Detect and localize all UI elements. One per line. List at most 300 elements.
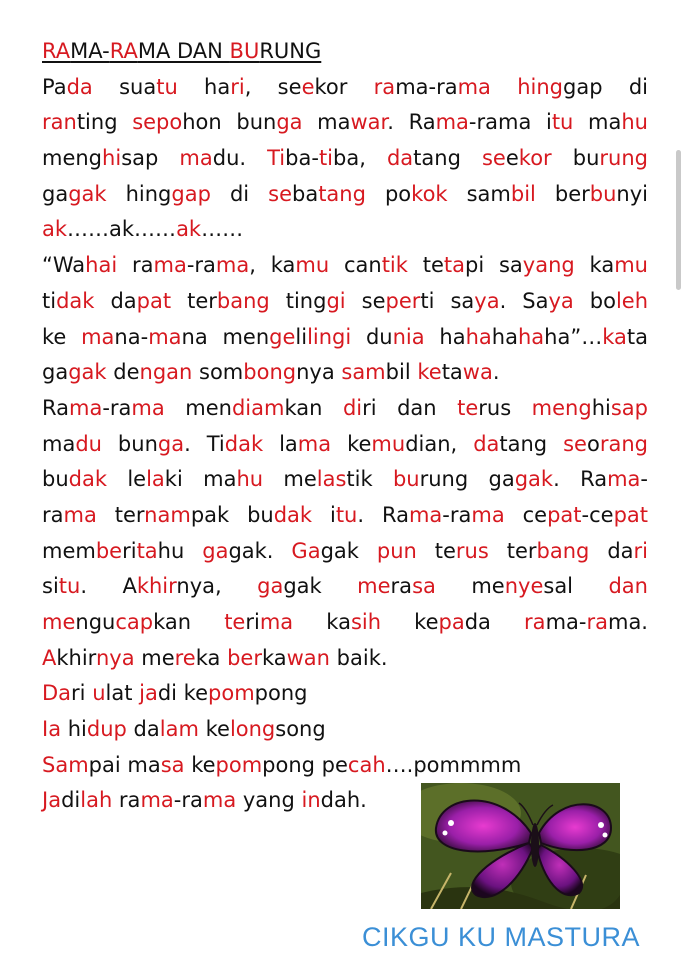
highlighted-syllable: e <box>301 74 315 99</box>
text-segment: ma <box>573 110 622 135</box>
highlighted-syllable: kor <box>518 146 552 171</box>
highlighted-syllable: hi <box>102 146 122 171</box>
text-segment: ra <box>112 788 141 813</box>
text-segment: pi sa <box>465 253 523 278</box>
text-segment: gak <box>283 574 358 599</box>
text-segment: ….pommmm <box>385 752 522 777</box>
highlighted-syllable: rus <box>455 538 489 563</box>
highlighted-syllable: nya <box>95 645 135 670</box>
highlighted-syllable: pat <box>613 502 648 527</box>
text-segment: na men <box>181 324 270 349</box>
text-segment: , se <box>244 74 302 99</box>
highlighted-syllable: ma <box>148 324 182 349</box>
highlighted-syllable: ja <box>139 681 158 706</box>
text-segment: ri <box>245 610 260 634</box>
text-segment: ngu <box>75 610 116 634</box>
highlighted-syllable: ha <box>465 324 492 349</box>
highlighted-syllable: khir <box>136 574 177 599</box>
text-line <box>42 676 648 712</box>
highlighted-syllable: ma <box>81 324 115 349</box>
text-segment: ra <box>42 502 64 527</box>
highlighted-syllable: ak <box>176 217 202 242</box>
highlighted-syllable: hu <box>236 467 264 492</box>
text-segment: ting <box>269 288 327 313</box>
text-line <box>42 462 648 498</box>
highlighted-syllable: sa <box>160 752 185 777</box>
text-segment: ga <box>42 181 69 206</box>
text-segment: MA- <box>70 39 110 63</box>
scrollbar[interactable] <box>676 150 681 290</box>
text-line <box>42 534 648 570</box>
highlighted-syllable: ke <box>417 360 442 385</box>
text-segment: ra <box>117 253 154 278</box>
text-segment: bun <box>101 431 158 456</box>
text-segment: ka <box>195 645 228 670</box>
highlighted-syllable: dak <box>68 467 108 492</box>
highlighted-syllable: hai <box>85 253 118 278</box>
highlighted-syllable: ga <box>276 110 303 135</box>
highlighted-syllable: ma <box>140 788 174 813</box>
highlighted-syllable: te <box>457 395 479 420</box>
text-segment: ba, <box>333 146 387 171</box>
highlighted-syllable: long <box>229 717 276 742</box>
highlighted-syllable: ma <box>408 502 443 527</box>
text-segment: le <box>107 467 147 492</box>
text-segment: ri <box>122 538 137 563</box>
text-segment: ter <box>488 538 537 563</box>
text-segment: ri dan <box>362 395 458 420</box>
text-segment: ma <box>302 110 351 135</box>
text-segment: . Sa <box>499 288 549 313</box>
story-title <box>42 34 648 70</box>
text-segment: ma-ra <box>395 74 458 99</box>
text-segment: -ra <box>442 502 472 527</box>
text-segment: li <box>295 324 308 349</box>
text-segment: ba <box>292 181 319 206</box>
text-segment: . A <box>80 574 137 599</box>
highlighted-syllable: da <box>473 431 500 456</box>
text-line <box>42 355 648 391</box>
text-line <box>42 212 648 248</box>
text-segment: ga <box>42 360 69 385</box>
text-segment: . Ra <box>553 467 608 492</box>
highlighted-syllable: ti <box>318 146 334 171</box>
highlighted-syllable: ma <box>179 146 213 171</box>
highlighted-syllable: ma <box>471 502 505 527</box>
highlighted-syllable: hing <box>517 74 564 99</box>
highlighted-syllable: sih <box>350 610 382 634</box>
text-segment: . Ra <box>387 110 436 135</box>
text-segment: bil <box>385 360 418 385</box>
highlighted-syllable: tu <box>58 574 81 599</box>
highlighted-syllable: gak <box>514 467 554 492</box>
text-segment: da <box>94 288 137 313</box>
text-segment: da <box>464 610 525 634</box>
highlighted-syllable: dan <box>608 574 648 599</box>
highlighted-syllable: ma <box>607 467 641 492</box>
highlighted-syllable: Ti <box>267 146 286 171</box>
highlighted-syllable: tang <box>318 181 366 206</box>
highlighted-syllable: la <box>146 467 165 492</box>
highlighted-syllable: pun <box>376 538 417 563</box>
text-segment: pong pe <box>262 752 348 777</box>
highlighted-syllable: dup <box>86 717 127 742</box>
text-line <box>42 569 648 605</box>
highlighted-syllable: ngan <box>139 360 193 385</box>
highlighted-syllable: sam <box>341 360 386 385</box>
highlighted-syllable: ma <box>131 395 165 420</box>
highlighted-syllable: di <box>342 395 363 420</box>
highlighted-syllable: hu <box>621 110 648 135</box>
text-segment: nya, <box>176 574 258 599</box>
highlighted-syllable: ma <box>259 610 294 634</box>
text-line <box>42 712 648 748</box>
text-segment: di <box>210 181 269 206</box>
text-segment: pak bu <box>190 502 274 527</box>
text-line <box>42 605 648 641</box>
text-segment: nyi <box>616 181 648 206</box>
highlighted-syllable: ka <box>602 324 627 349</box>
text-line <box>42 141 648 177</box>
text-segment: na- <box>114 324 149 349</box>
text-segment: -rama <box>468 110 546 135</box>
text-segment: pai ma <box>88 752 161 777</box>
highlighted-syllable: nam <box>144 502 191 527</box>
highlighted-syllable: A <box>42 645 57 670</box>
text-segment: sua <box>92 74 157 99</box>
text-segment: ri <box>71 681 93 706</box>
text-segment: du. <box>212 146 268 171</box>
text-segment: ha <box>177 74 231 99</box>
highlighted-syllable: Sam <box>42 752 89 777</box>
text-segment: ma. <box>607 610 648 634</box>
text-segment: o <box>586 431 600 456</box>
highlighted-syllable: cah <box>347 752 386 777</box>
text-segment: rus <box>478 395 532 420</box>
text-segment: MA DAN <box>137 39 230 63</box>
highlighted-syllable: sap <box>610 395 648 420</box>
highlighted-syllable: da <box>66 74 93 99</box>
highlighted-syllable: RA <box>42 39 71 63</box>
text-segment: dah <box>320 788 361 813</box>
highlighted-syllable: per <box>385 288 421 313</box>
highlighted-syllable: sepo <box>132 110 183 135</box>
text-segment: e <box>505 146 519 171</box>
text-segment: ter <box>171 288 217 313</box>
text-segment: kan <box>284 395 343 420</box>
highlighted-syllable: ra <box>524 610 546 634</box>
highlighted-syllable: war <box>350 110 388 135</box>
highlighted-syllable: ra <box>586 610 608 634</box>
text-segment: po <box>365 181 412 206</box>
highlighted-syllable: lah <box>80 788 113 813</box>
text-line <box>42 70 648 106</box>
highlighted-syllable: bu <box>392 467 420 492</box>
highlighted-syllable: da <box>386 146 414 171</box>
highlighted-syllable: ya <box>548 288 574 313</box>
text-segment: ter <box>96 502 145 527</box>
highlighted-syllable: pat <box>136 288 172 313</box>
text-segment: . Ti <box>184 431 225 456</box>
highlighted-syllable: dak <box>273 502 313 527</box>
text-segment: , ka <box>249 253 296 278</box>
highlighted-syllable: be <box>95 538 123 563</box>
highlighted-syllable: kok <box>411 181 448 206</box>
highlighted-syllable: nia <box>392 324 425 349</box>
highlighted-syllable: ra <box>373 74 396 99</box>
highlighted-syllable: tu <box>335 502 358 527</box>
highlighted-syllable: du <box>75 431 102 456</box>
text-segment: gak <box>320 538 377 563</box>
text-segment: ha <box>544 324 571 349</box>
text-segment: hu <box>157 538 203 563</box>
text-segment: se <box>345 288 386 313</box>
highlighted-syllable: ri <box>633 538 648 563</box>
text-segment: men <box>164 395 232 420</box>
highlighted-syllable: me <box>42 610 76 634</box>
text-segment: yang <box>236 788 302 813</box>
text-segment: si <box>42 574 59 599</box>
text-segment: ba- <box>285 146 319 171</box>
text-segment: ke <box>42 324 82 349</box>
highlighted-syllable: yang <box>522 253 575 278</box>
text-segment: sam <box>447 181 511 206</box>
text-segment: da <box>589 538 634 563</box>
text-segment: - <box>640 467 648 492</box>
butterfly-icon <box>421 783 620 909</box>
text-segment: ce <box>504 502 548 527</box>
text-segment: -ce <box>581 502 614 527</box>
text-segment: can <box>329 253 382 278</box>
text-segment: ta <box>626 324 648 349</box>
highlighted-syllable: se <box>268 181 292 206</box>
highlighted-syllable: te <box>224 610 246 634</box>
text-segment: ke <box>184 752 216 777</box>
text-segment: -ra <box>186 253 216 278</box>
highlighted-syllable: las <box>316 467 347 492</box>
text-line <box>42 427 648 463</box>
text-segment: lat <box>105 681 140 706</box>
text-segment: baik. <box>329 645 388 670</box>
highlighted-syllable: pa <box>438 610 465 634</box>
highlighted-syllable: nye <box>504 574 544 599</box>
text-segment: du <box>351 324 393 349</box>
text-segment: ke <box>381 610 439 634</box>
text-segment: . Ra <box>357 502 409 527</box>
highlighted-syllable: ge <box>269 324 296 349</box>
highlighted-syllable: gap <box>171 181 211 206</box>
text-segment: hing <box>106 181 172 206</box>
text-segment: ……ak…… <box>67 217 177 242</box>
highlighted-syllable: rung <box>599 146 648 171</box>
text-line <box>42 284 648 320</box>
text-segment: rung ga <box>419 467 515 492</box>
highlighted-syllable: tu <box>551 110 574 135</box>
text-line <box>42 105 648 141</box>
highlighted-syllable: pat <box>547 502 582 527</box>
highlighted-syllable: pom <box>215 752 263 777</box>
text-segment: ber <box>535 181 590 206</box>
text-segment: hi <box>591 395 611 420</box>
highlighted-syllable: ma <box>202 788 237 813</box>
text-segment: ke <box>331 431 372 456</box>
text-segment: tang <box>413 146 482 171</box>
text-segment: “Wa <box>42 253 86 278</box>
text-segment: te <box>407 253 444 278</box>
text-segment: bo <box>573 288 616 313</box>
text-line <box>42 498 648 534</box>
text-segment: ting <box>76 110 133 135</box>
text-segment: …… <box>201 217 244 242</box>
text-line <box>42 391 648 427</box>
story-text <box>42 34 648 819</box>
highlighted-syllable: ma <box>435 110 469 135</box>
highlighted-syllable: lam <box>159 717 199 742</box>
text-segment: bu <box>42 467 69 492</box>
highlighted-syllable: Da <box>42 681 72 706</box>
text-segment: di <box>61 788 81 813</box>
text-segment: -ra <box>173 788 203 813</box>
highlighted-syllable: ta <box>443 253 466 278</box>
text-segment: me <box>134 645 175 670</box>
highlighted-syllable: se <box>563 431 587 456</box>
highlighted-syllable: mu <box>295 253 330 278</box>
text-segment: ”… <box>570 324 603 349</box>
text-line <box>42 248 648 284</box>
author-credit: CIKGU KU MASTURA <box>362 922 641 952</box>
text-segment: song <box>275 717 326 742</box>
highlighted-syllable: bang <box>216 288 270 313</box>
highlighted-syllable: pom <box>208 681 255 706</box>
text-segment: di ke <box>157 681 209 706</box>
text-segment: dian, <box>405 431 474 456</box>
highlighted-syllable: ga <box>202 538 229 563</box>
highlighted-syllable: ya <box>474 288 500 313</box>
text-segment: mem <box>42 538 96 563</box>
text-segment: gak. <box>228 538 292 563</box>
highlighted-syllable: wa <box>462 360 493 385</box>
highlighted-syllable: wan <box>286 645 330 670</box>
highlighted-syllable: gak <box>68 181 107 206</box>
highlighted-syllable: bong <box>243 360 297 385</box>
text-segment: ka <box>293 610 351 634</box>
text-segment: ma- <box>545 610 587 634</box>
highlighted-syllable: se <box>481 146 506 171</box>
highlighted-syllable: re <box>174 645 196 670</box>
text-segment: ra <box>390 574 413 599</box>
text-segment: -ra <box>102 395 132 420</box>
highlighted-syllable: ri <box>230 74 245 99</box>
butterfly-photo <box>421 783 620 909</box>
text-segment: ka <box>261 645 287 670</box>
text-segment: ha <box>424 324 466 349</box>
text-segment: nya <box>296 360 342 385</box>
text-segment: i <box>312 502 336 527</box>
text-segment <box>491 75 517 99</box>
highlighted-syllable: meng <box>531 395 592 420</box>
text-segment: me <box>263 467 317 492</box>
highlighted-syllable: dak <box>224 431 264 456</box>
text-segment: tang <box>499 431 564 456</box>
highlighted-syllable: BU <box>229 39 260 63</box>
highlighted-syllable: in <box>301 788 321 813</box>
highlighted-syllable: RA <box>109 39 138 63</box>
text-segment: . <box>492 360 500 385</box>
text-segment: sal <box>543 574 609 599</box>
highlighted-syllable: rang <box>599 431 648 456</box>
text-segment: la <box>263 431 298 456</box>
highlighted-syllable: ma <box>63 502 97 527</box>
text-segment: som <box>192 360 244 385</box>
highlighted-syllable: me <box>357 574 391 599</box>
highlighted-syllable: tik <box>381 253 408 278</box>
highlighted-syllable: u <box>92 681 106 706</box>
highlighted-syllable: bang <box>536 538 590 563</box>
text-segment: tik <box>346 467 393 492</box>
text-segment: bu <box>551 146 600 171</box>
text-segment: sap <box>121 146 180 171</box>
text-segment: de <box>106 360 140 385</box>
highlighted-syllable: ha <box>517 324 545 349</box>
highlighted-syllable: Ia <box>42 717 62 742</box>
highlighted-syllable: gi <box>326 288 346 313</box>
highlighted-syllable: ran <box>42 110 77 135</box>
text-segment: hi <box>61 717 87 742</box>
text-segment: ti <box>42 288 57 313</box>
highlighted-syllable: bu <box>589 181 617 206</box>
highlighted-syllable: diam <box>231 395 285 420</box>
highlighted-syllable: tu <box>156 74 178 99</box>
text-segment: hon <box>182 110 222 135</box>
text-segment: pong <box>254 681 308 706</box>
text-segment: gap di <box>563 74 649 99</box>
text-line <box>42 177 648 213</box>
highlighted-syllable: leh <box>615 288 649 313</box>
highlighted-syllable: ga <box>257 574 284 599</box>
highlighted-syllable: ta <box>136 538 158 563</box>
text-segment: Ra <box>42 395 69 420</box>
highlighted-syllable: mu <box>614 253 648 278</box>
highlighted-syllable: ga <box>157 431 185 456</box>
text-line <box>42 748 648 784</box>
text-segment: bun <box>221 110 277 135</box>
text-segment: ka <box>574 253 615 278</box>
highlighted-syllable: mu <box>371 431 406 456</box>
text-segment: meng <box>42 146 103 171</box>
highlighted-syllable: ma <box>457 74 491 99</box>
highlighted-syllable: ak <box>42 217 68 242</box>
text-segment: ta <box>441 360 463 385</box>
text-segment: i <box>545 110 552 135</box>
text-segment: kan <box>153 610 225 634</box>
highlighted-syllable: lingi <box>307 324 352 349</box>
text-segment: me <box>435 574 505 599</box>
text-segment: . <box>360 788 367 813</box>
highlighted-syllable: Ga <box>291 538 321 563</box>
text-segment: ma <box>42 431 76 456</box>
highlighted-syllable: ma <box>297 431 332 456</box>
text-segment: ki ma <box>164 467 237 492</box>
text-segment: ke <box>198 717 230 742</box>
text-segment: te <box>416 538 456 563</box>
text-line <box>42 320 648 356</box>
highlighted-syllable: ma <box>153 253 187 278</box>
highlighted-syllable: bil <box>510 181 536 206</box>
text-line <box>42 641 648 677</box>
highlighted-syllable: sa <box>412 574 436 599</box>
text-segment: Pa <box>42 74 67 99</box>
text-segment: khir <box>56 645 96 670</box>
